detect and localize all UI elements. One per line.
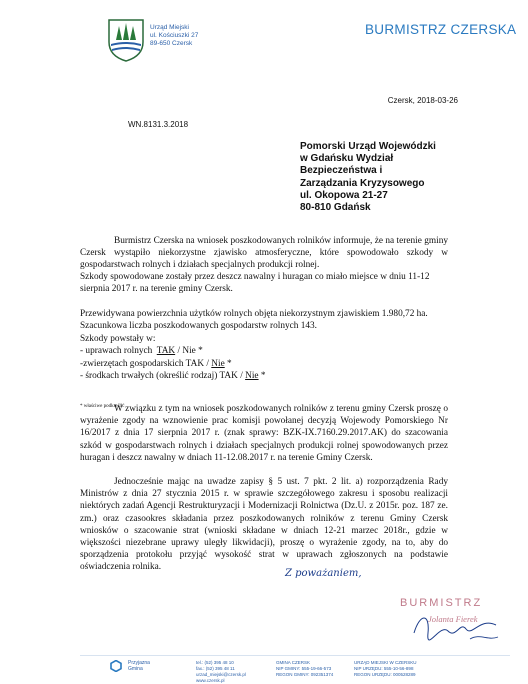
office-address: Urząd Miejski ul. Kościuszki 27 89-650 Czersk [150,24,199,47]
footer-office-ids: URZĄD MIEJSKI W CZERSKU NIP URZĘDU: 555-10-56-898 REGON URZĘDU: 000528289 [354,660,417,677]
paragraph-cause: Szkody spowodowane zostały przez deszcz nawalny i huragan co miało miejsce w dniu 11-12 sierpnia 2017 r. na terenie gminy Czersk. [80,272,430,295]
footer-municipality-ids: GMINA CZERSK NIP GMINY: 555-19-66-573 REGON GMINY: 092351374 [276,660,334,677]
paragraph-request: W związku z tym na wniosek poszkodowanych rolników z terenu gminy Czersk proszę o wyrażenie zgody na wznowienie prac komisji powołanej decyzją Wojewody Pomorskiego Nr 16/2017 z dnia 17 sierpnia 2017 r. (znak sprawy: BZK-IX.7160.29.2017.AK) do szacowania szkód w gospodarstwach rolnych i działach specjalnych produkcji rolnej spowodowanych przez huragan i deszcz nawalny w dniach 11-12.08.2017 r. na terenie Gminy Czersk. [80,404,448,463]
damage-item-fixed-assets: - środkach trwałych (określić rodzaj) TAK / Nie * [80,371,266,381]
paragraph-area: Przewidywana powierzchnia użytków rolnych objęta niekorzystnym zjawiskiem 1.980,72 ha. [80,309,428,319]
paragraph-regulation: Jednocześnie mając na uwadze zapisy § 5 ust. 7 pkt. 2 lit. a) rozporządzenia Rady Ministrów z dnia 27 stycznia 2015 r. w sprawie szczegółowego zakresu i sposobu realizacji niektórych zadań Agencji Restrukturyzacji i Modernizacji Rolnictwa (Dz.U. z 2015r. poz. 187 ze. zm.) oraz czasookres składania przez poszkodowanych rolników z terenu Gminy Czersk wniosków o szacowanie strat (wnioski składane w dniach 12-21 marzec 2018r., gdzie w większości niezebrane uprawy uległy likwidacji), proszę o wyrażenie zgody, na to, aby do sporządzenia protokołu przyjąć wysokość strat w uprawach zgłoszonych na podstawie oświadczenia rolnika. [80,477,448,573]
closing-handwritten: Z poważaniem, [285,568,362,579]
footer-divider [80,655,510,656]
damage-item-livestock: -zwierzętach gospodarskich TAK / Nie * [80,359,232,369]
paragraph-count: Szacunkowa liczba poszkodowanych gospodarstw rolnych 143. [80,321,318,331]
stamp-title: BURMISTRZ [400,597,483,609]
paragraph-intro: Burmistrz Czerska na wniosek poszkodowanych rolników informuje, że na terenie gminy Czersk wystąpiło niekorzystne zjawisko atmosferyczne, które spowodowało szkody w gospodarstwach rolnych i działach specjalnych produkcji rolnej. [80,236,448,271]
coat-of-arms-icon [107,18,145,62]
stamp-name: Jolanta Fierek [428,614,478,624]
letter-date: Czersk, 2018-03-26 [387,96,458,105]
footer-contact: tel.: (52) 395 48 10 fax.: (52) 395 48 11 urzad_miejski@czersk.pl www.czersk.pl [196,660,246,683]
footer-logo-label: Przyjazna Gmina [128,660,150,672]
recipient-address: Pomorski Urząd Wojewódzki w Gdańsku Wydział Bezpieczeństwa i Zarządzania Kryzysowego ul. Okopowa 21-27 80-810 Gdańsk [300,141,436,214]
friendly-municipality-logo-icon [110,660,122,672]
paragraph-damage-intro: Szkody powstały w: [80,334,156,344]
footnote: * właściwe podkreślić [80,404,125,409]
damage-item-crops: - uprawach rolnych TAK / Nie * [80,346,203,356]
case-reference: WN.8131.3.2018 [128,120,189,129]
mayor-heading: BURMISTRZ CZERSKA [365,22,517,37]
signature-scribble-icon [400,603,510,648]
